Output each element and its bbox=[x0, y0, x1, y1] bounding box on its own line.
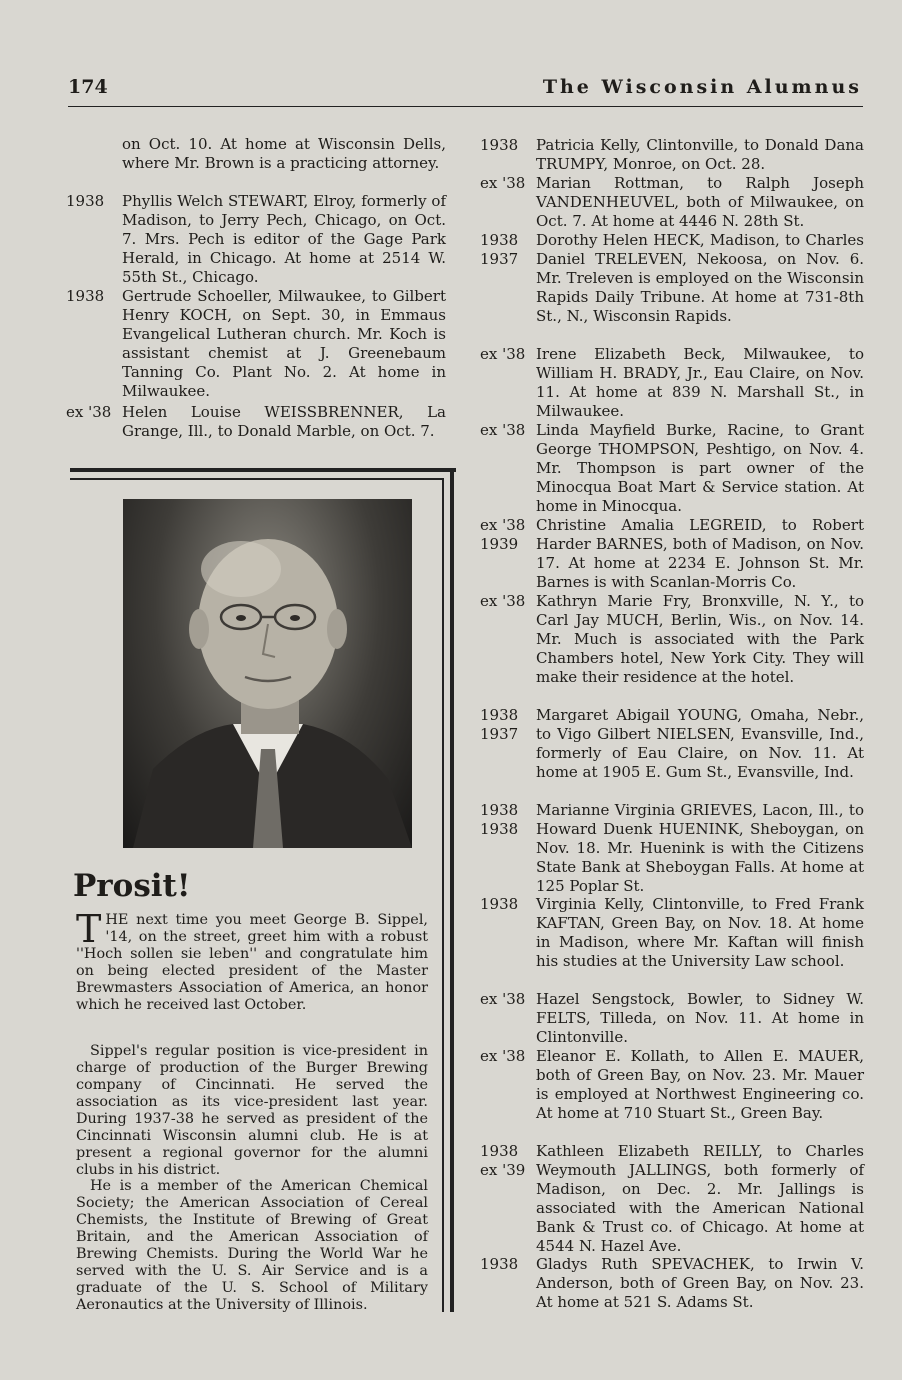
right-entry-14 bbox=[480, 1255, 864, 1312]
entry-year: 1938 bbox=[480, 136, 519, 154]
entry-year: ex '38 bbox=[480, 174, 526, 192]
entry-year: ex '38 bbox=[480, 592, 526, 610]
portrait-photo bbox=[123, 499, 412, 848]
entry-text: Marianne Virginia GRIEVES, Lacon, Ill., to Howard Duenk HUENINK, Sheboygan, on Nov. 18. Mr. Huenink is with the Citizens State Bank at Sheboygan Falls. At home at 125 Poplar St. bbox=[536, 801, 864, 895]
entry-year: ex '38 bbox=[480, 421, 526, 439]
right-entry-12 bbox=[480, 1047, 864, 1123]
header-rule bbox=[68, 106, 863, 107]
feature-paragraph-2: Sippel's regular position is vice-president in charge of production of the Burger Brewing company of Cincinnati. He served the association as its vice-president last year. During 1937-38 he served as president of the Cincinnati Wisconsin alumni club. He is at present a regional governor for the alumni clubs in his district. bbox=[76, 1043, 428, 1178]
right-entry-3 bbox=[480, 231, 864, 326]
entry-year: 1938 bbox=[480, 895, 519, 913]
feature-paragraph-3: He is a member of the American Chemical Society; the American Association of Cereal Chemists, the Institute of Brewing of Great Britain, and the American Association of Brewing Chemists. During the World War he served with the U. S. Air Service and is a graduate of the U. S. School of Military Aeronautics at the University of Illinois. bbox=[76, 1178, 428, 1313]
page-number: 174 bbox=[68, 76, 108, 98]
entry-text: Kathleen Elizabeth REILLY, to Charles Weymouth JALLINGS, both formerly of Madison, on Dec. 2. Mr. Jallings is associated with the American National Bank & Trust co. of Chicago. At home at 4544 N. Hazel Ave. bbox=[536, 1142, 864, 1255]
right-entry-4 bbox=[480, 345, 864, 421]
entry-year: 1938 bbox=[66, 192, 105, 210]
feature-paragraph-1 bbox=[76, 907, 428, 1014]
journal-title: The Wisconsin Alumnus bbox=[542, 76, 862, 98]
right-entry-9 bbox=[480, 801, 864, 896]
feature-heading: Prosit! bbox=[73, 868, 191, 904]
entry-text: Linda Mayfield Burke, Racine, to Grant George THOMPSON, Peshtigo, on Nov. 4. Mr. Thompson is part owner of the Minocqua Boat Mart & Service station. At home in Minocqua. bbox=[536, 421, 864, 515]
right-entry-13 bbox=[480, 1142, 864, 1256]
entry-year-2: 1937 bbox=[480, 725, 519, 743]
entry-text: Hazel Sengstock, Bowler, to Sidney W. FELTS, Tilleda, on Nov. 11. At home in Clintonville. bbox=[536, 990, 864, 1046]
right-entry-2 bbox=[480, 174, 864, 231]
entry-text: Virginia Kelly, Clintonville, to Fred Frank KAFTAN, Green Bay, on Nov. 18. At home in Madison, where Mr. Kaftan will finish his studies at the University Law school. bbox=[536, 895, 864, 970]
entry-year: ex '38 bbox=[66, 403, 112, 421]
entry-year: 1938 bbox=[480, 706, 519, 724]
entry-text: Patricia Kelly, Clintonville, to Donald Dana TRUMPY, Monroe, on Oct. 28. bbox=[536, 136, 864, 173]
right-entry-1 bbox=[480, 136, 864, 174]
left-entry-4 bbox=[66, 403, 446, 441]
entry-year: ex '38 bbox=[480, 990, 526, 1008]
entry-text: Christine Amalia LEGREID, to Robert Harder BARNES, both of Madison, on Nov. 17. At home at 2234 E. Johnson St. Mr. Barnes is with Scanlan-Morris Co. bbox=[536, 516, 864, 591]
left-entry-3 bbox=[66, 287, 446, 401]
entry-year: ex '38 bbox=[480, 345, 526, 363]
left-entry-2 bbox=[66, 192, 446, 287]
entry-year-2: 1939 bbox=[480, 535, 519, 553]
entry-text: Dorothy Helen HECK, Madison, to Charles Daniel TRELEVEN, Nekoosa, on Nov. 6. Mr. Treleven is employed on the Wisconsin Rapids Daily Tribune. At home at 731-8th St., N., Wisconsin Rapids. bbox=[536, 231, 864, 325]
entry-text: Helen Louise WEISSBRENNER, La Grange, Ill., to Donald Marble, on Oct. 7. bbox=[122, 403, 446, 440]
entry-year-2: 1937 bbox=[480, 250, 519, 268]
entry-year: ex '38 bbox=[480, 516, 526, 534]
right-entry-11 bbox=[480, 990, 864, 1047]
entry-year: 1938 bbox=[480, 1255, 519, 1273]
feature-box-border-right bbox=[450, 468, 454, 1312]
entry-year: 1938 bbox=[480, 801, 519, 819]
entry-year-2: ex '39 bbox=[480, 1161, 526, 1179]
feature-box-border-top bbox=[70, 468, 456, 472]
right-entry-10 bbox=[480, 895, 864, 971]
entry-text: Eleanor E. Kollath, to Allen E. MAUER, both of Green Bay, on Nov. 23. Mr. Mauer is employed at Northwest Engineering co. At home at 710 Stuart St., Green Bay. bbox=[536, 1047, 864, 1122]
right-entry-5 bbox=[480, 421, 864, 516]
entry-text: on Oct. 10. At home at Wisconsin Dells, where Mr. Brown is a practicing attorney. bbox=[122, 135, 446, 172]
entry-year: 1938 bbox=[480, 1142, 519, 1160]
left-entry-1 bbox=[66, 135, 446, 173]
right-entry-8 bbox=[480, 706, 864, 782]
entry-year: 1938 bbox=[480, 231, 519, 249]
right-entry-6 bbox=[480, 516, 864, 592]
entry-text: Gertrude Schoeller, Milwaukee, to Gilbert Henry KOCH, on Sept. 30, in Emmaus Evangelical Lutheran church. Mr. Koch is assistant chemist at J. Greenebaum Tanning Co. Plant No. 2. At home in Milwaukee. bbox=[122, 287, 446, 400]
entry-text: Margaret Abigail YOUNG, Omaha, Nebr., to Vigo Gilbert NIELSEN, Evansville, Ind., formerly of Eau Claire, on Nov. 11. At home at 1905 E. Gum St., Evansville, Ind. bbox=[536, 706, 864, 781]
entry-text: Marian Rottman, to Ralph Joseph VANDENHEUVEL, both of Milwaukee, on Oct. 7. At home at 4446 N. 28th St. bbox=[536, 174, 864, 230]
entry-year: 1938 bbox=[66, 287, 105, 305]
entry-text: Irene Elizabeth Beck, Milwaukee, to William H. BRADY, Jr., Eau Claire, on Nov. 11. At home at 839 N. Marshall St., in Milwaukee. bbox=[536, 345, 864, 420]
entry-year-2: 1938 bbox=[480, 820, 519, 838]
entry-text: Gladys Ruth SPEVACHEK, to Irwin V. Anderson, both of Green Bay, on Nov. 23. At home at 521 S. Adams St. bbox=[536, 1255, 864, 1311]
right-entry-7 bbox=[480, 592, 864, 687]
entry-text: Phyllis Welch STEWART, Elroy, formerly of Madison, to Jerry Pech, Chicago, on Oct. 7. Mrs. Pech is editor of the Gage Park Herald, in Chicago. At home at 2514 W. 55th St., Chicago. bbox=[122, 192, 446, 286]
dropcap-letter: T bbox=[76, 907, 102, 951]
entry-year: ex '38 bbox=[480, 1047, 526, 1065]
feature-paragraph-text: HE next time you meet George B. Sippel, '14, on the street, greet him with a robust ''Hoch sollen sie leben'' and congratulate him on being elected president of the Master Brewmasters Association of America, an honor which he received last October. bbox=[76, 912, 428, 1013]
entry-text: Kathryn Marie Fry, Bronxville, N. Y., to Carl Jay MUCH, Berlin, Wis., on Nov. 14. Mr. Much is associated with the Park Chambers hotel, New York City. They will make their residence at the hotel. bbox=[536, 592, 864, 686]
